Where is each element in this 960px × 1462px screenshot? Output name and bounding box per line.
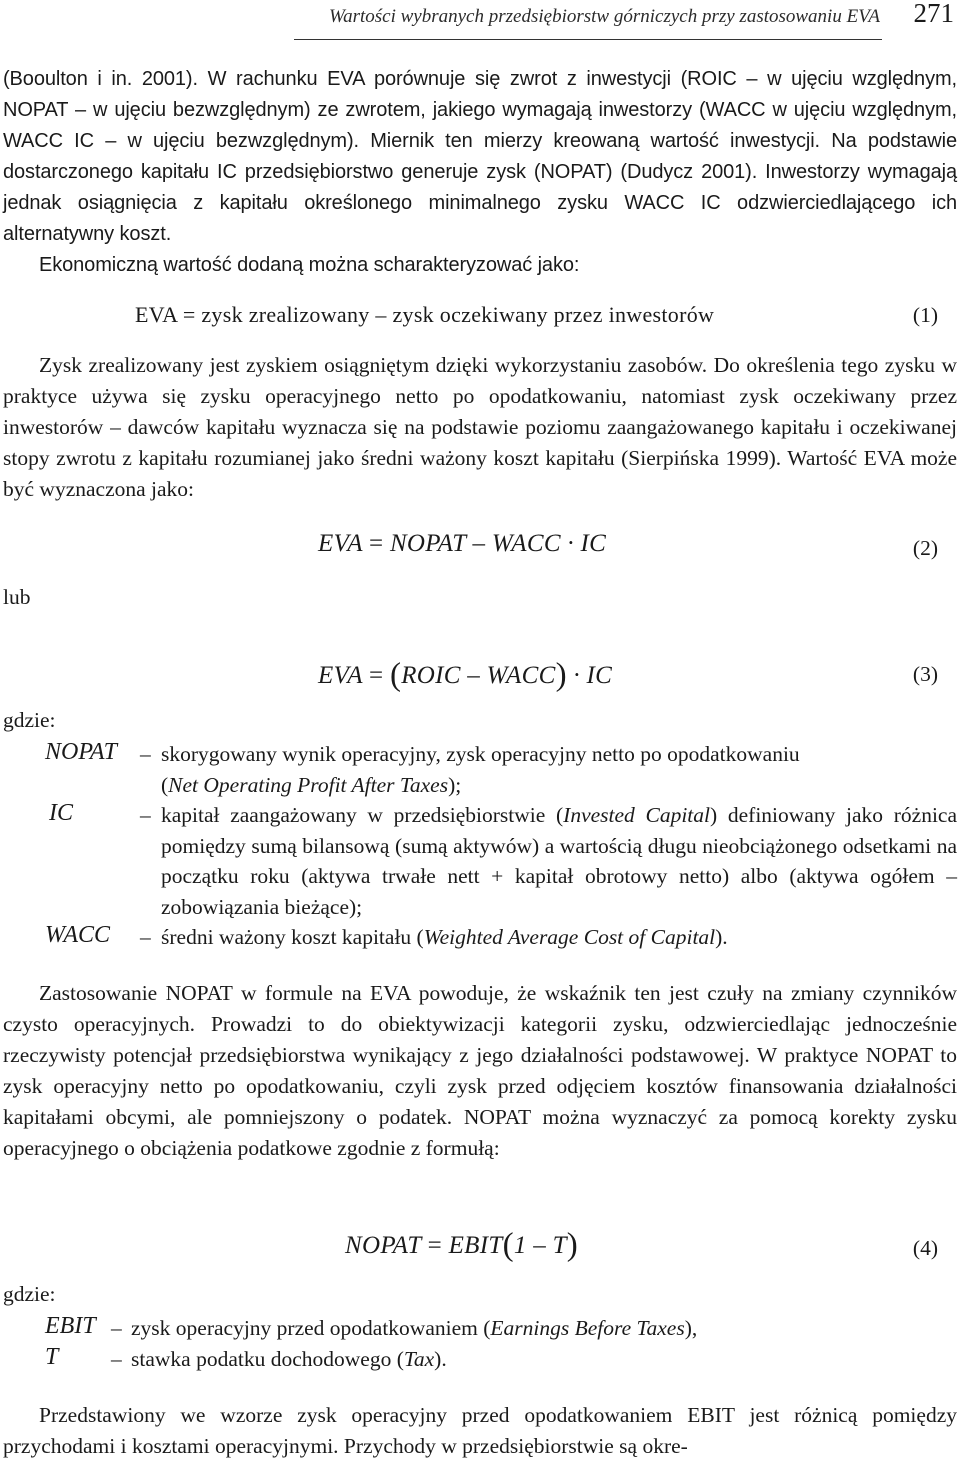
definition-text-prefix: kapitał zaangażowany w przedsiębiorstwie ( [161, 803, 564, 827]
definition-t [3, 1344, 957, 1375]
paragraph-realized-profit-text: Zysk zrealizowany jest zyskiem osiągniętym dzięki wykorzystaniu zasobów. Do określenia tego zysku w praktyce używa się zysku operacyjnego netto po opodatkowaniu, natomiast zysk oczekiwany przez inwestorów – dawców kapitału wyznacza się na podstawie poziomu zaangażowanego kapitału i oczekiwanej stopy zwrotu z kapitału rozumianej jako średni ważony koszt kapitału (Sierpińska 1999). Wartość EVA może być wyznaczona jako: [3, 353, 957, 501]
paragraph-eva-characterize-text: Ekonomiczną wartość dodaną można scharakteryzować jako: [39, 254, 580, 276]
definition-dash: – [140, 803, 151, 827]
paragraph-nopat-usage [3, 978, 957, 1164]
definition-dash: – [111, 1347, 122, 1371]
equation-4-open-paren: ( [502, 1227, 514, 1263]
definition-dash: – [111, 1316, 122, 1340]
definition-text-suffix: ) definiowany jako różnica pomiędzy sumą bilansową (sumą aktywów) a wartością długu nieobciążonego odsetkami na początku roku (aktywa trwałe nett + kapitał obrotowy netto) albo (aktywa ogółem – zobowiązania bieżące); [161, 803, 958, 919]
definition-text-suffix: ), [684, 1316, 698, 1340]
definition-text-em: Net Operating Profit After Taxes [168, 772, 449, 797]
paragraph-eva-characterize [3, 250, 957, 281]
definition-wacc [3, 922, 957, 953]
definition-nopat [3, 739, 957, 800]
paragraph-eva-intro-text: (Booulton i in. 2001). W rachunku EVA porównuje się zwrot z inwestycji (ROIC – w ujęciu względnym, NOPAT – w ujęciu bezwzględnym) ze zwrotem, jakiego wymagają inwestorzy (WACC w ujęciu względnym, WACC IC – w ujęciu bezwzględnym). Miernik ten mierzy kreowaną wartość inwestycji. Na podstawie dostarczonego kapitału IC przedsiębiorstwo generuje zysk (NOPAT) (Dudycz 2001). Inwestorzy wymagają jednak osiągnięcia z kapitału określonego minimalnego zysku WACC IC odzwierciedlającego ich alternatywny koszt. [3, 68, 957, 245]
equation-3-number: (3) [912, 662, 938, 686]
definition-text [161, 922, 957, 953]
definition-dash: – [140, 742, 151, 766]
definition-term: WACC [45, 922, 110, 948]
definition-term: EBIT [45, 1313, 96, 1339]
paragraph-ebit-text: Przedstawiony we wzorze zysk operacyjny przed opodatkowaniem EBIT jest różnicą pomiędzy przychodami i kosztami operacyjnymi. Przychody w przedsiębiorstwie są okre- [3, 1403, 957, 1458]
equation-3-equals: = [368, 662, 384, 689]
definition-ic [3, 800, 957, 922]
equation-3-lhs: EVA [318, 662, 363, 689]
paragraph-realized-profit [3, 350, 957, 505]
definition-text-prefix: średni ważony koszt kapitału ( [161, 925, 424, 949]
page-number: 271 [913, 0, 954, 28]
definition-text-em: Weighted Average Cost of Capital [423, 925, 716, 949]
definition-text-suffix: ). [434, 1347, 447, 1371]
definition-text [161, 739, 957, 800]
equation-3-close-paren: ) [555, 657, 567, 693]
paragraph-eva-intro [3, 64, 957, 250]
equation-3-open-paren: ( [389, 657, 402, 693]
definition-list-1 [3, 739, 957, 953]
paragraph-ebit [3, 1400, 957, 1462]
running-title: Wartości wybranych przedsiębiorstw górniczych przy zastosowaniu EVA [329, 6, 880, 27]
equation-1-number: (1) [912, 303, 938, 327]
definition-text-em: Earnings Before Taxes [490, 1316, 685, 1340]
definition-text [131, 1313, 957, 1344]
equation-2-rhs: NOPAT – WACC · IC [389, 530, 607, 557]
header-rule [294, 39, 882, 40]
definition-term: T [45, 1344, 59, 1370]
gdzie-label-2: gdzie: [3, 1282, 56, 1306]
gdzie-label-1: gdzie: [3, 708, 56, 732]
definition-text-main: skorygowany wynik operacyjny, zysk operacyjny netto po opodatkowaniu [161, 742, 800, 766]
equation-2 [318, 530, 606, 558]
equation-3 [318, 655, 612, 692]
equation-1-text: EVA = zysk zrealizowany – zysk oczekiwany przez inwestorów [135, 302, 715, 327]
definition-text [131, 1344, 957, 1375]
definition-text-prefix: zysk operacyjny przed opodatkowaniem ( [131, 1316, 491, 1340]
equation-4-number: (4) [912, 1236, 938, 1260]
equation-2-lhs: EVA [318, 530, 363, 557]
definition-term: NOPAT [45, 739, 118, 765]
definition-ebit [3, 1313, 957, 1344]
definition-dash: – [140, 925, 151, 949]
definition-list-2 [3, 1313, 957, 1375]
equation-4-close-paren: ) [566, 1227, 579, 1263]
equation-4 [345, 1225, 578, 1262]
equation-3-tail: · IC [573, 662, 613, 689]
running-header [0, 0, 960, 42]
definition-text-suffix: ). [715, 925, 728, 949]
equation-4-lhs: NOPAT [345, 1232, 422, 1259]
equation-4-mid: EBIT [448, 1232, 503, 1259]
equation-4-inner: 1 – T [513, 1232, 567, 1259]
equation-3-inner: ROIC – WACC [401, 662, 556, 689]
equation-2-equals: = [368, 530, 384, 557]
definition-text [161, 800, 957, 922]
definition-term: IC [49, 800, 73, 826]
definition-text-suffix: ); [448, 772, 462, 797]
equation-4-equals: = [427, 1232, 443, 1259]
equation-1 [135, 302, 714, 328]
definition-text-em: Invested Capital [563, 803, 711, 827]
definition-text-prefix: ( [161, 772, 169, 797]
lub-label: lub [3, 585, 31, 609]
equation-2-number: (2) [912, 536, 938, 560]
paragraph-nopat-usage-text: Zastosowanie NOPAT w formule na EVA powoduje, że wskaźnik ten jest czuły na zmiany czynników czysto operacyjnych. Prowadzi to do obiektywizacji kategorii zysku, odzwierciedlając jednocześnie rzeczywisty potencjał przedsiębiorstwa wynikający z jego działalności podstawowej. W praktyce NOPAT to zysk operacyjny netto po opodatkowaniu, czyli zysk przed odjęciem kosztów finansowania działalności kapitałami obcymi, ale pomniejszony o podatek. NOPAT można wyznaczyć za pomocą korekty zysku operacyjnego o obciążenia podatkowe zgodnie z formułą: [3, 981, 957, 1160]
definition-text-em: Tax [403, 1347, 435, 1371]
definition-text-prefix: stawka podatku dochodowego ( [131, 1347, 404, 1371]
